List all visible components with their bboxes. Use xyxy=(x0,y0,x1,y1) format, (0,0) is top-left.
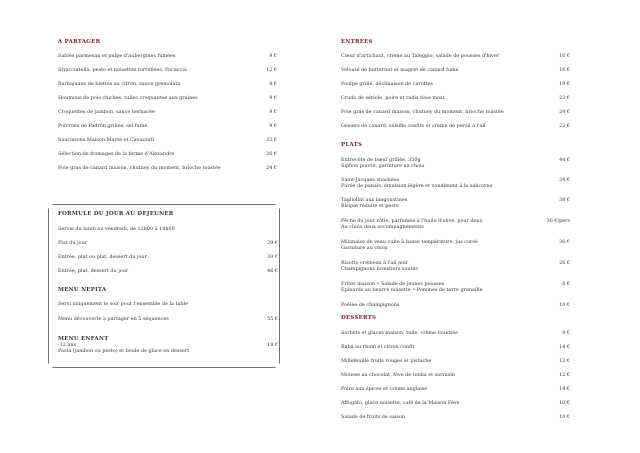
menu-item-name: Crudo de sériole, poire et radis blue meat xyxy=(341,95,445,101)
menu-item xyxy=(341,177,570,189)
menu-item-price: 16 € xyxy=(559,53,570,59)
menu-item-price: 36 € xyxy=(559,239,570,245)
enfant-price: 18 € xyxy=(267,342,278,348)
menu-item-description: Champignons forestiers sautés xyxy=(341,265,418,272)
menu-item-price: 12 € xyxy=(266,67,277,73)
menu-item-price: 23 € xyxy=(559,95,570,101)
menu-item xyxy=(58,53,277,65)
section-title-desserts: DESSERTS xyxy=(341,315,377,321)
menu-item-price: 44 € xyxy=(559,157,570,163)
menu-item-price: 26 € xyxy=(559,260,570,266)
menu-item-price: 8 € xyxy=(562,330,570,336)
menu-item xyxy=(341,123,570,135)
menu-item-price: 9 € xyxy=(269,123,277,129)
menu-item-price: 16 € xyxy=(559,67,570,73)
menu-item-price: 24 € xyxy=(559,109,570,115)
menu-item-name: Entrée, plat ou plat, dessert du jour xyxy=(58,254,147,260)
menu-item-price: 9 € xyxy=(269,53,277,59)
menu-item-price: 22 € xyxy=(559,123,570,129)
menu-item-name: Foie gras de canard maison, chutney du moment, brioche toastée xyxy=(341,109,504,115)
menu-item-name: Poulpe grillé, déclinaison de carottes xyxy=(341,81,434,87)
menu-item-price: 34 € xyxy=(559,177,570,183)
menu-item xyxy=(58,81,277,93)
menu-item-name: Houmous de pois chiches, tuiles croquantes aux graines xyxy=(58,95,198,101)
section-title-entrees: ENTRÉES xyxy=(341,39,373,45)
nepita-price: 55 € xyxy=(267,316,278,322)
menu-item-description: Garniture au choix xyxy=(341,244,388,251)
menu-item xyxy=(341,95,570,107)
menu-item-name: Frites maison • Salade de jeunes pousses xyxy=(341,281,445,287)
menu-item-name: Entrecôte de bœuf grillée, 350g xyxy=(341,157,421,163)
menu-item-name: Cœur d'artichaut, crème au Taleggio, salade de pousses d'hiver xyxy=(341,53,500,59)
menu-item-name: Tagliolini aux langoustines xyxy=(341,197,408,203)
menu-item-price: 14 € xyxy=(559,344,570,350)
menu-item xyxy=(341,157,570,169)
menu-item xyxy=(58,123,277,135)
menu-item-price: 10 € xyxy=(559,414,570,420)
menu-item-price: 9 € xyxy=(269,109,277,115)
menu-item-name: Poire aux épices et crème anglaise xyxy=(341,386,428,392)
menu-item xyxy=(341,81,570,93)
menu-item-price: 9 € xyxy=(269,81,277,87)
menu-item-price: 9 € xyxy=(269,95,277,101)
menu-item-price: 19 € xyxy=(559,81,570,87)
menu-item-name: Sablés parmesan et pulpe d'aubergines fumées xyxy=(58,53,176,59)
menu-item xyxy=(341,53,570,65)
menu-item xyxy=(341,281,570,293)
menu-item-name: Salade de fruits de saison xyxy=(341,414,405,420)
menu-item xyxy=(341,239,570,251)
menu-item xyxy=(341,400,570,412)
menu-item-name: Poêlée de champignons xyxy=(341,302,400,308)
section-title-plats: PLATS xyxy=(341,142,363,148)
menu-item xyxy=(58,151,277,163)
menu-item-price: 39 € xyxy=(267,254,278,260)
menu-item-price: 14 € xyxy=(559,386,570,392)
menu-item-name: Risotto crémeux à l'ail noir xyxy=(341,260,409,266)
menu-item xyxy=(58,67,277,79)
menu-item-description: Épinards au beurre noisette • Pommes de terre grenaille xyxy=(341,286,483,293)
menu-item xyxy=(58,109,277,121)
menu-item-name: Mousse au chocolat, fève de tonka et sarrasin xyxy=(341,372,455,378)
menu-item-name: Affogato, glace noisette, café de la Maison Fève xyxy=(341,400,460,406)
menu-item-price: 12 € xyxy=(559,372,570,378)
menu-item-price: 46 € xyxy=(267,268,278,274)
section-title-partager: À PARTAGER xyxy=(58,39,101,45)
menu-item xyxy=(341,358,570,370)
menu-item xyxy=(341,386,570,398)
menu-item-description: Au choix deux accompagnements xyxy=(341,223,424,230)
menu-item xyxy=(58,268,278,280)
menu-item xyxy=(58,254,278,266)
menu-item xyxy=(58,165,277,177)
menu-item xyxy=(341,218,570,230)
menu-item-name: Foie gras de canard maison, chutney du moment, brioche toastée xyxy=(58,165,221,171)
menu-item-name: Millefeuille fruits rouges et pistache xyxy=(341,358,432,364)
menu-item-name: Barbajuans de blettes au citron, sauce gremolata xyxy=(58,81,181,87)
menu-item-name: Milanaise de veau cuite à basse température, jus corsé xyxy=(341,239,478,245)
menu-item-description: Siphon poivre, garniture au choix xyxy=(341,162,425,169)
menu-item xyxy=(341,302,570,314)
menu-item-name: Saint-Jacques snackées xyxy=(341,177,400,183)
menu-item-price: 36 €/pers xyxy=(546,218,570,224)
menu-item-name: Saucissons Maison Mayté et Cavazzuti xyxy=(58,137,155,143)
menu-item xyxy=(341,344,570,356)
menu-item-name: Entrée, plat, dessert du jour xyxy=(58,268,129,274)
menu-item-name: Pêche du jour rôtie, parfumée à l'huile d'olive, pour deux xyxy=(341,218,483,224)
menu-item-name: Gésiers de canard, salsifis confits et crème de persil à l'ail xyxy=(341,123,486,129)
menu-item-name: Velouté de butternut et magret de canard fumé xyxy=(341,67,459,73)
menu-item xyxy=(341,67,570,79)
menu-item xyxy=(341,197,570,209)
menu-item-price: 26 € xyxy=(266,151,277,157)
menu-item-price: 29 € xyxy=(267,240,278,246)
menu-item xyxy=(58,240,278,252)
menu-item-description: Bisque réduite et pesto xyxy=(341,202,399,209)
menu-item xyxy=(341,260,570,272)
menu-page: À PARTAGER Sablés parmesan et pulpe d'aubergines fumées 9 € Stracciatella, pesto et noisettes torréfiées, Focaccia 12 € Barbajuans de blettes au citron, sauce gremolata 9 € Houmous de pois chiches, tuiles croquantes aux graines 9 € Croquettes de jambon, sauce herbacée 9 € Poivrons de Padrón grillés, sel fumé 9 € Saucissons Maison Mayté et Cavazzuti 22 € Sélection de fromages de la ferme d'Alexandre 26 € Foie gras de canard maison, chutney du moment, brioche toastée 24 € FORMULE DU JOUR AU DEJEUNER Servie du lundi au vendredi, de 12h00 à 14h00 Plat du jour 29 € Entrée, plat ou plat, dessert du jour 39 € Entrée, plat, dessert du jour 46 € MENU NEPITA Servi uniquement le soir pour l'ensemble de la table Menu découverte à partager en 5 séquences 55 € MENU ENFANT -12 ans 18 € Pasta (jambon ou pesto) et boule de glace en dessert ENTRÉES Cœur d'artichaut, crème au Taleggio, salade de pousses d'hiver 16 € Velouté de butternut et magret de canard fumé 16 € Poulpe grillé, déclinaison de carottes 19 € Crudo de sériole, poire et radis blue meat 23 € Foie gras de canard maison, chutney du moment, brioche toastée 24 € Gésiers de canard, salsifis confits et crème de persil à l'ail 22 € PLATS Entrecôte de bœuf grillée, 350g Siphon poivre, garniture au choix 44 € Saint-Jacques snackées Purée de panais, émulsion légère et condiment à la salicorne 34 € Tagliolini aux langoustines Bisque réduite et pesto 38 € Pêche du jour rôtie, parfumée à l'huile d'olive, pour deux Au choix deux accompagnements 36 €/pers Milanaise de veau cuite à basse température, jus corsé Garniture au choix 36 € Risotto crémeux à l'ail noir Champignons forestiers sautés 26 € Frites maison • Salade de jeunes pousses Épinards au beurre noisette • Pommes de terre grenaille 6 € Poêlée de champignons 10 € DESSERTS Sorbets et glaces maison, tuile, crème fouettée 8 € Baba au rhum et citron confit 14 € Millefeuille fruits rouges et pistache 12 € Mousse au chocolat, fève de tonka et sarrasin 12 € Poire aux épices et crème anglaise 14 € Affogato, glace noisette, café de la Maison Fève 10 € Salade de fruits de saison 10 € xyxy=(0,0,640,453)
menu-item-price: 22 € xyxy=(266,137,277,143)
menu-item xyxy=(341,414,570,426)
menu-item xyxy=(58,137,277,149)
enfant-title: MENU ENFANT xyxy=(58,336,109,342)
menu-item-price: 38 € xyxy=(559,197,570,203)
menu-item-price: 6 € xyxy=(562,281,570,287)
menu-item-description: Purée de panais, émulsion légère et condiment à la salicorne xyxy=(341,182,493,189)
menu-item xyxy=(341,330,570,342)
menu-item-name: Poivrons de Padrón grillés, sel fumé xyxy=(58,123,148,129)
menu-item-price: 10 € xyxy=(559,302,570,308)
menu-item-name: Baba au rhum et citron confit xyxy=(341,344,415,350)
menu-item-name: Croquettes de jambon, sauce herbacée xyxy=(58,109,155,115)
menu-item xyxy=(341,372,570,384)
menu-item-name: Plat du jour xyxy=(58,240,88,246)
menu-item-price: 10 € xyxy=(559,400,570,406)
menu-item-price: 12 € xyxy=(559,358,570,364)
menu-item xyxy=(58,95,277,107)
menu-item xyxy=(341,109,570,121)
nepita-title: MENU NEPITA xyxy=(58,287,107,293)
menu-item-name: Sorbets et glaces maison, tuile, crème fouettée xyxy=(341,330,459,336)
menu-item-name: Sélection de fromages de la ferme d'Alexandre xyxy=(58,151,175,157)
menu-item-price: 24 € xyxy=(266,165,277,171)
formule-title: FORMULE DU JOUR AU DEJEUNER xyxy=(58,211,174,217)
menu-item-name: Stracciatella, pesto et noisettes torréfiées, Focaccia xyxy=(58,67,187,73)
